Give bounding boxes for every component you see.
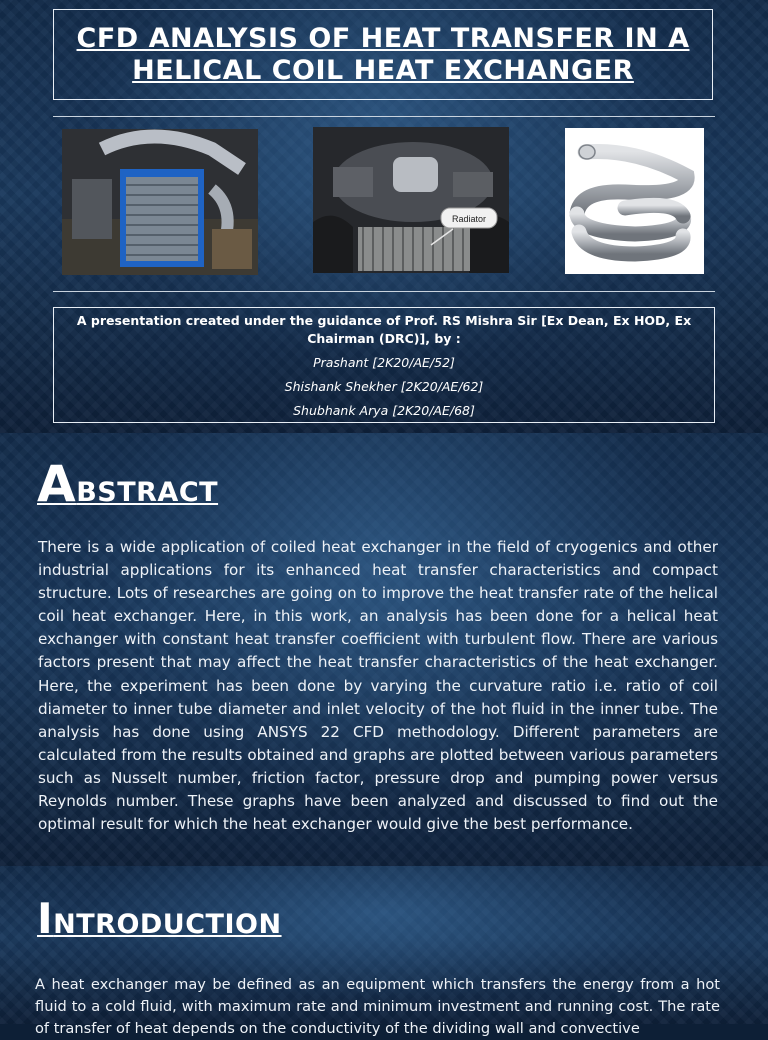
guidance-text: A presentation created under the guidance of Prof. RS Mishra Sir [Ex Dean, Ex HOD, Ex Chairman (DRC)], by : [76,313,692,346]
intercooler-photo [62,129,258,275]
author-1: Prashant [2K20/AE/52] [313,355,455,370]
introduction-heading-initial: I [37,894,54,943]
credits-box [53,307,715,423]
radiator-label: Radiator [451,214,487,224]
abstract-heading [37,455,219,513]
divider-bottom [53,291,715,292]
presentation-title: CFD ANALYSIS OF HEAT TRANSFER IN A HELICAL COIL HEAT EXCHANGER [76,22,690,86]
author-2: Shishank Shekher [2K20/AE/62] [284,379,484,394]
introduction-heading-rest: NTRODUCTION [53,909,282,940]
title-box [53,9,713,100]
helical-coil-render [565,128,704,274]
abstract-body: There is a wide application of coiled heat exchanger in the field of cryogenics and other industrial applications for its enhanced heat transfer characteristics and compact structure. Lots of researches are going on to improve the heat transfer rate of the helical coil heat exchanger. Here, in this work, an analysis has been done for a helical heat exchanger with constant heat transfer coefficient with turbulent flow. There are various factors present that may affect the heat transfer characteristics of the heat exchanger. Here, the experiment has been done by varying the curvature ratio i.e. ratio of coil diameter to inner tube diameter and inlet velocity of the hot fluid in the inner tube. The analysis has done using ANSYS 22 CFD methodology. Different parameters are calculated from the results obtained and graphs are plotted between various parameters such as Nusselt number, friction factor, pressure drop and pumping power versus Reynolds number. These graphs have been analyzed and discussed to find out the optimal result for which the heat exchanger would give the best performance. [38,538,718,834]
introduction-slide [0,866,768,1037]
abstract-heading-initial: A [37,455,77,513]
introduction-heading [37,894,282,943]
abstract-slide [0,433,768,866]
radiator-photo [313,127,509,273]
title-slide [0,0,768,433]
divider-top [53,116,715,117]
abstract-heading-rest: BSTRACT [76,477,219,508]
author-3: Shubhank Arya [2K20/AE/68] [293,403,475,418]
introduction-body: A heat exchanger may be defined as an equipment which transfers the energy from a hot fluid to a cold fluid, with maximum rate and minimum investment and running cost. The rate of transfer of heat depends on the conductivity of the dividing wall and convective [35,976,720,1037]
